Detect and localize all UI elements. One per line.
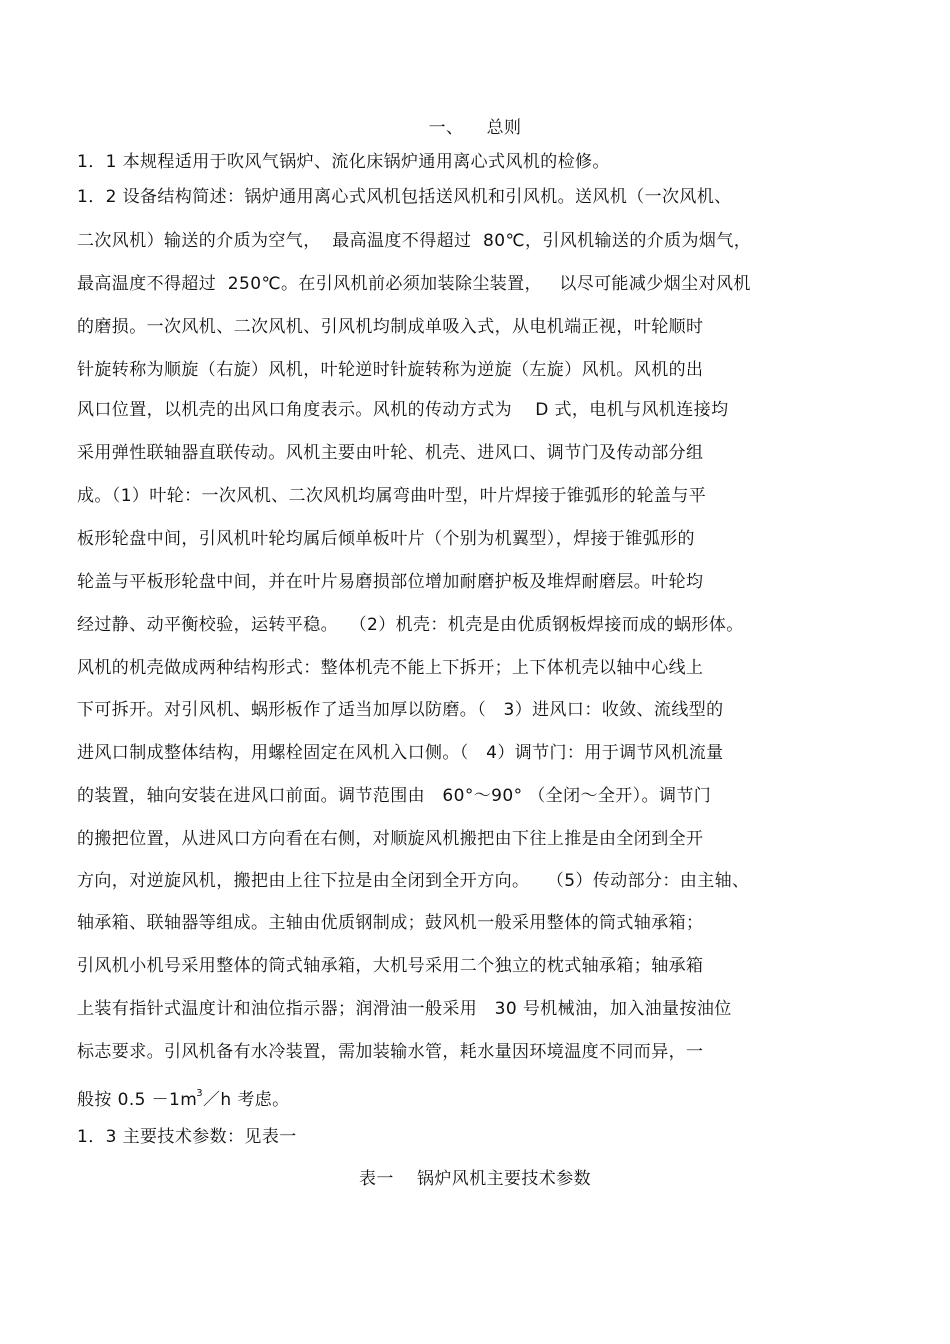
text-line: 1．2 设备结构简述：锅炉通用离心式风机包括送风机和引风机。送风机（一次风机、 (77, 187, 732, 207)
text-line: 上装有指针式温度计和油位指示器；润滑油一般采用 30 号机械油，加入油量按油位 (77, 999, 732, 1019)
text-segment: 般按 0.5 －1m (77, 1090, 198, 1110)
text-line: 进风口制成整体结构，用螺栓固定在风机入口侧。（ 4）调节门：用于调节风机流量 (77, 743, 724, 763)
text-line: 轴承箱、联轴器等组成。主轴由优质钢制成；鼓风机一般采用整体的筒式轴承箱； (77, 913, 704, 933)
text-line: 的磨损。一次风机、二次风机、引风机均制成单吸入式，从电机端正视，叶轮顺时 (77, 317, 704, 337)
text-line: 经过静、动平衡校验，运转平稳。 （2）机壳：机壳是由优质钢板焊接而成的蜗形体。 (77, 615, 744, 635)
superscript: 3 (196, 1088, 203, 1099)
text-line: 标志要求。引风机备有水冷装置，需加装输水管，耗水量因环境温度不同而异，一 (77, 1042, 704, 1062)
text-line: 采用弹性联轴器直联传动。风机主要由叶轮、机壳、进风口、调节门及传动部分组 (77, 443, 704, 463)
text-line: 的搬把位置，从进风口方向看在右侧，对顺旋风机搬把由下往上推是由全闭到全开 (77, 829, 704, 849)
text-line: 二次风机）输送的介质为空气， 最高温度不得超过 80℃，引风机输送的介质为烟气， (77, 231, 752, 251)
text-line-with-superscript (77, 1083, 290, 1111)
text-line: 成。（1）叶轮：一次风机、二次风机均属弯曲叶型，叶片焊接于锥弧形的轮盖与平 (77, 486, 707, 506)
section-1-3-line: 1．3 主要技术参数：见表一 (77, 1127, 297, 1147)
table-title: 表一 锅炉风机主要技术参数 (358, 1169, 591, 1189)
text-line: 的装置，轴向安装在进风口前面。调节范围由 60°～90° （全闭～全开）。调节门 (77, 786, 712, 806)
text-line: 最高温度不得超过 250℃。在引风机前必须加装除尘装置， 以尽可能减少烟尘对风机 (77, 274, 751, 294)
text-line: 针旋转称为顺旋（右旋）风机，叶轮逆时针旋转称为逆旋（左旋）风机。风机的出 (77, 360, 704, 380)
text-line: 轮盖与平板形轮盘中间，并在叶片易磨损部位增加耐磨护板及堆焊耐磨层。叶轮均 (77, 572, 704, 592)
section-heading: 一、 总则 (428, 118, 522, 138)
text-line: 板形轮盘中间，引风机叶轮均属后倾单板叶片（个别为机翼型），焊接于锥弧形的 (77, 529, 695, 549)
text-line: 引风机小机号采用整体的筒式轴承箱，大机号采用二个独立的枕式轴承箱；轴承箱 (77, 956, 704, 976)
text-line: 方向，对逆旋风机，搬把由上往下拉是由全闭到全开方向。 （5）传动部分：由主轴、 (77, 871, 750, 891)
text-line: 风机的机壳做成两种结构形式：整体机壳不能上下拆开；上下体机壳以轴中心线上 (77, 658, 704, 678)
text-segment: ／h 考虑。 (203, 1090, 290, 1110)
text-line: 1．1 本规程适用于吹风气锅炉、流化床锅炉通用离心式风机的检修。 (77, 152, 610, 172)
text-line: 下可拆开。对引风机、蜗形板作了适当加厚以防磨。（ 3）进风口：收敛、流线型的 (77, 700, 724, 720)
text-line: 风口位置，以机壳的出风口角度表示。风机的传动方式为 D 式，电机与风机连接均 (77, 400, 729, 420)
